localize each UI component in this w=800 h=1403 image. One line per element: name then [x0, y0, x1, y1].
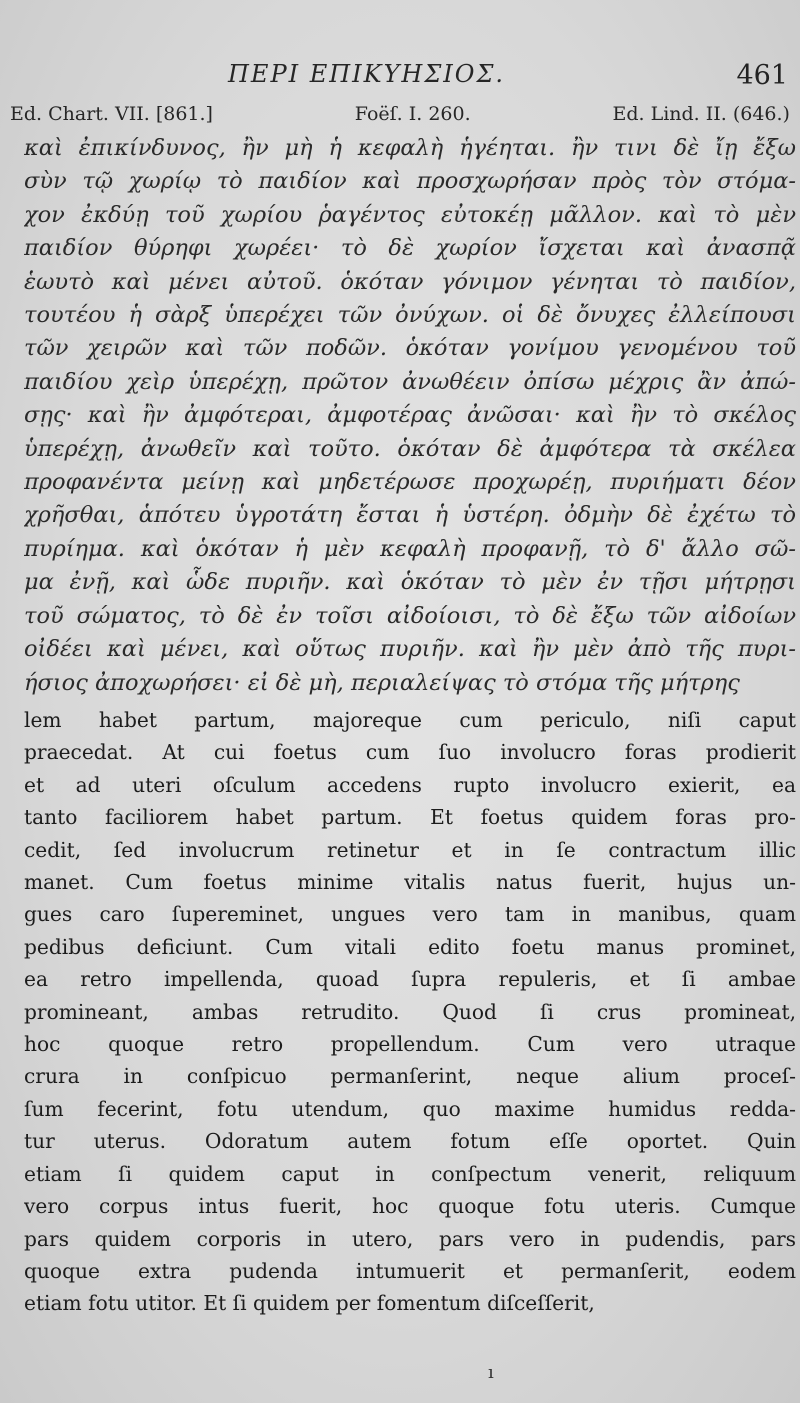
latin-text-block	[24, 704, 796, 1320]
greek-text-line: σῃς· καὶ ἢν ἀμφότεραι, ἀμφοτέρας ἀνῶσαι· καὶ ἢν τὸ σκέλος	[24, 402, 796, 429]
latin-text-line: pars quidem corporis in utero, pars vero in pudendis, pars	[24, 1226, 796, 1251]
edition-references	[10, 103, 790, 125]
latin-text-line: ea retro impellenda, quoad ſupra repuleris, et ſi ambae	[24, 967, 796, 992]
latin-text-line: crura in conſpicuo permanſerint, neque alium proceſ-	[24, 1064, 796, 1089]
greek-text-line: παιδίου χεὶρ ὑπερέχῃ, πρῶτον ἀνωθέειν ὀπίσω μέχρις ἂν ἀπώ-	[24, 368, 796, 395]
latin-text-line: etiam ſi quidem caput in conſpectum venerit, reliquum	[24, 1161, 796, 1186]
greek-text-line: παιδίον θύρηφι χωρέει· τὸ δὲ χωρίον ἴσχεται καὶ ἀνασπᾷ	[24, 235, 796, 262]
greek-text-line: καὶ ἐπικίνδυνος, ἢν μὴ ἡ κεφαλὴ ἡγέηται. ἢν τινι δὲ ἴῃ ἔξω	[24, 135, 796, 161]
latin-text-line: tanto faciliorem habet partum. Et foetus quidem foras pro-	[24, 805, 796, 830]
page-number: 461	[736, 60, 788, 91]
latin-text-line: hoc quoque retro propellendum. Cum vero utraque	[24, 1032, 796, 1057]
latin-text-line: manet. Cum foetus minime vitalis natus fuerit, hujus un-	[24, 870, 796, 895]
edition-ref-chart: Ed. Chart. VII. [861.]	[10, 103, 213, 125]
greek-text-line: ἑωυτὸ καὶ μένει αὐτοῦ. ὁκόταν γόνιμον γένηται τὸ παιδίον,	[24, 268, 796, 295]
latin-text-line: gues caro ſupereminet, ungues vero tam in manibus, quam	[24, 902, 796, 927]
running-head: ΠΕΡΙ ΕΠΙΚΥΗΣΙΟΣ.	[228, 60, 506, 88]
greek-text-line: χρῆσθαι, ἁπότευ ὑγροτάτη ἔσται ἡ ὑστέρη. ὀδμὴν δὲ ἐχέτω τὸ	[24, 502, 796, 529]
latin-text-line: et ad uteri oſculum accedens rupto involucro exierit, ea	[24, 772, 796, 797]
greek-text-line: οἰδέει καὶ μένει, καὶ οὕτως πυριῆν. καὶ ἢν μὲν ἀπὸ τῆς πυρι-	[24, 636, 796, 663]
greek-text-line: τῶν χειρῶν καὶ τῶν ποδῶν. ὁκόταν γονίμου γενομένου τοῦ	[24, 335, 796, 362]
edition-ref-lind: Ed. Lind. II. (646.)	[612, 103, 790, 125]
greek-text-line: χον ἐκδύῃ τοῦ χωρίου ῥαγέντος εὐτοκέῃ μᾶλλον. καὶ τὸ μὲν	[24, 201, 796, 228]
greek-text-line: τουτέου ἡ σὰρξ ὑπερέχει τῶν ὀνύχων. οἱ δὲ ὄνυχες ἐλλείπουσι	[24, 302, 796, 329]
greek-text-block	[24, 132, 796, 700]
latin-text-line: promineant, ambas retrudito. Quod ſi crus promineat,	[24, 999, 796, 1024]
latin-text-line: ſum fecerint, fotu utendum, quo maxime humidus redda-	[24, 1096, 796, 1121]
greek-text-line: ήσιος ἀποχωρήσει· εἰ δὲ μὴ, περιαλείψας τὸ στόμα τῆς μήτρης	[24, 669, 740, 696]
latin-text-line: vero corpus intus fuerit, hoc quoque fotu uteris. Cumque	[24, 1194, 796, 1219]
greek-text-line: τοῦ σώματος, τὸ δὲ ἐν τοῖσι αἰδοίοισι, τὸ δὲ ἔξω τῶν αἰδοίων	[24, 602, 796, 629]
footer-mark: ı	[488, 1362, 494, 1383]
greek-text-line: σὺν τῷ χωρίῳ τὸ παιδίον καὶ προσχωρήσαν πρὸς τὸν στόμα-	[24, 168, 796, 195]
latin-text-line: cedit, ſed involucrum retinetur et in ſe contractum illic	[24, 837, 796, 862]
greek-text-line: πυρίημα. καὶ ὁκόταν ἡ μὲν κεφαλὴ προφανῇ, τὸ δ' ἄλλο σῶ-	[24, 535, 796, 562]
latin-text-line: tur uterus. Odoratum autem fotum eſſe oportet. Quin	[24, 1129, 796, 1154]
latin-text-line: praecedat. At cui foetus cum ſuo involucro foras prodierit	[24, 740, 796, 765]
greek-text-line: ὑπερέχῃ, ἀνωθεῖν καὶ τοῦτο. ὁκόταν δὲ ἀμφότερα τὰ σκέλεα	[24, 435, 796, 462]
latin-text-line: quoque extra pudenda intumuerit et permanſerit, eodem	[24, 1258, 796, 1283]
latin-text-line: etiam fotu utitor. Et ſi quidem per fomentum diſceſſerit,	[24, 1291, 595, 1316]
edition-ref-foes: Foëſ. I. 260.	[354, 103, 471, 125]
greek-text-line: μα ἐνῇ, καὶ ὧδε πυριῆν. καὶ ὁκόταν τὸ μὲν ἐν τῇσι μήτρῃσι	[24, 569, 796, 596]
latin-text-line: pedibus deficiunt. Cum vitali edito foetu manus prominet,	[24, 934, 796, 959]
latin-text-line: lem habet partum, majoreque cum periculo, niſi caput	[24, 708, 796, 732]
greek-text-line: προφανέντα μείνῃ καὶ μηδετέρωσε προχωρέῃ, πυριήματι δέον	[24, 469, 796, 496]
